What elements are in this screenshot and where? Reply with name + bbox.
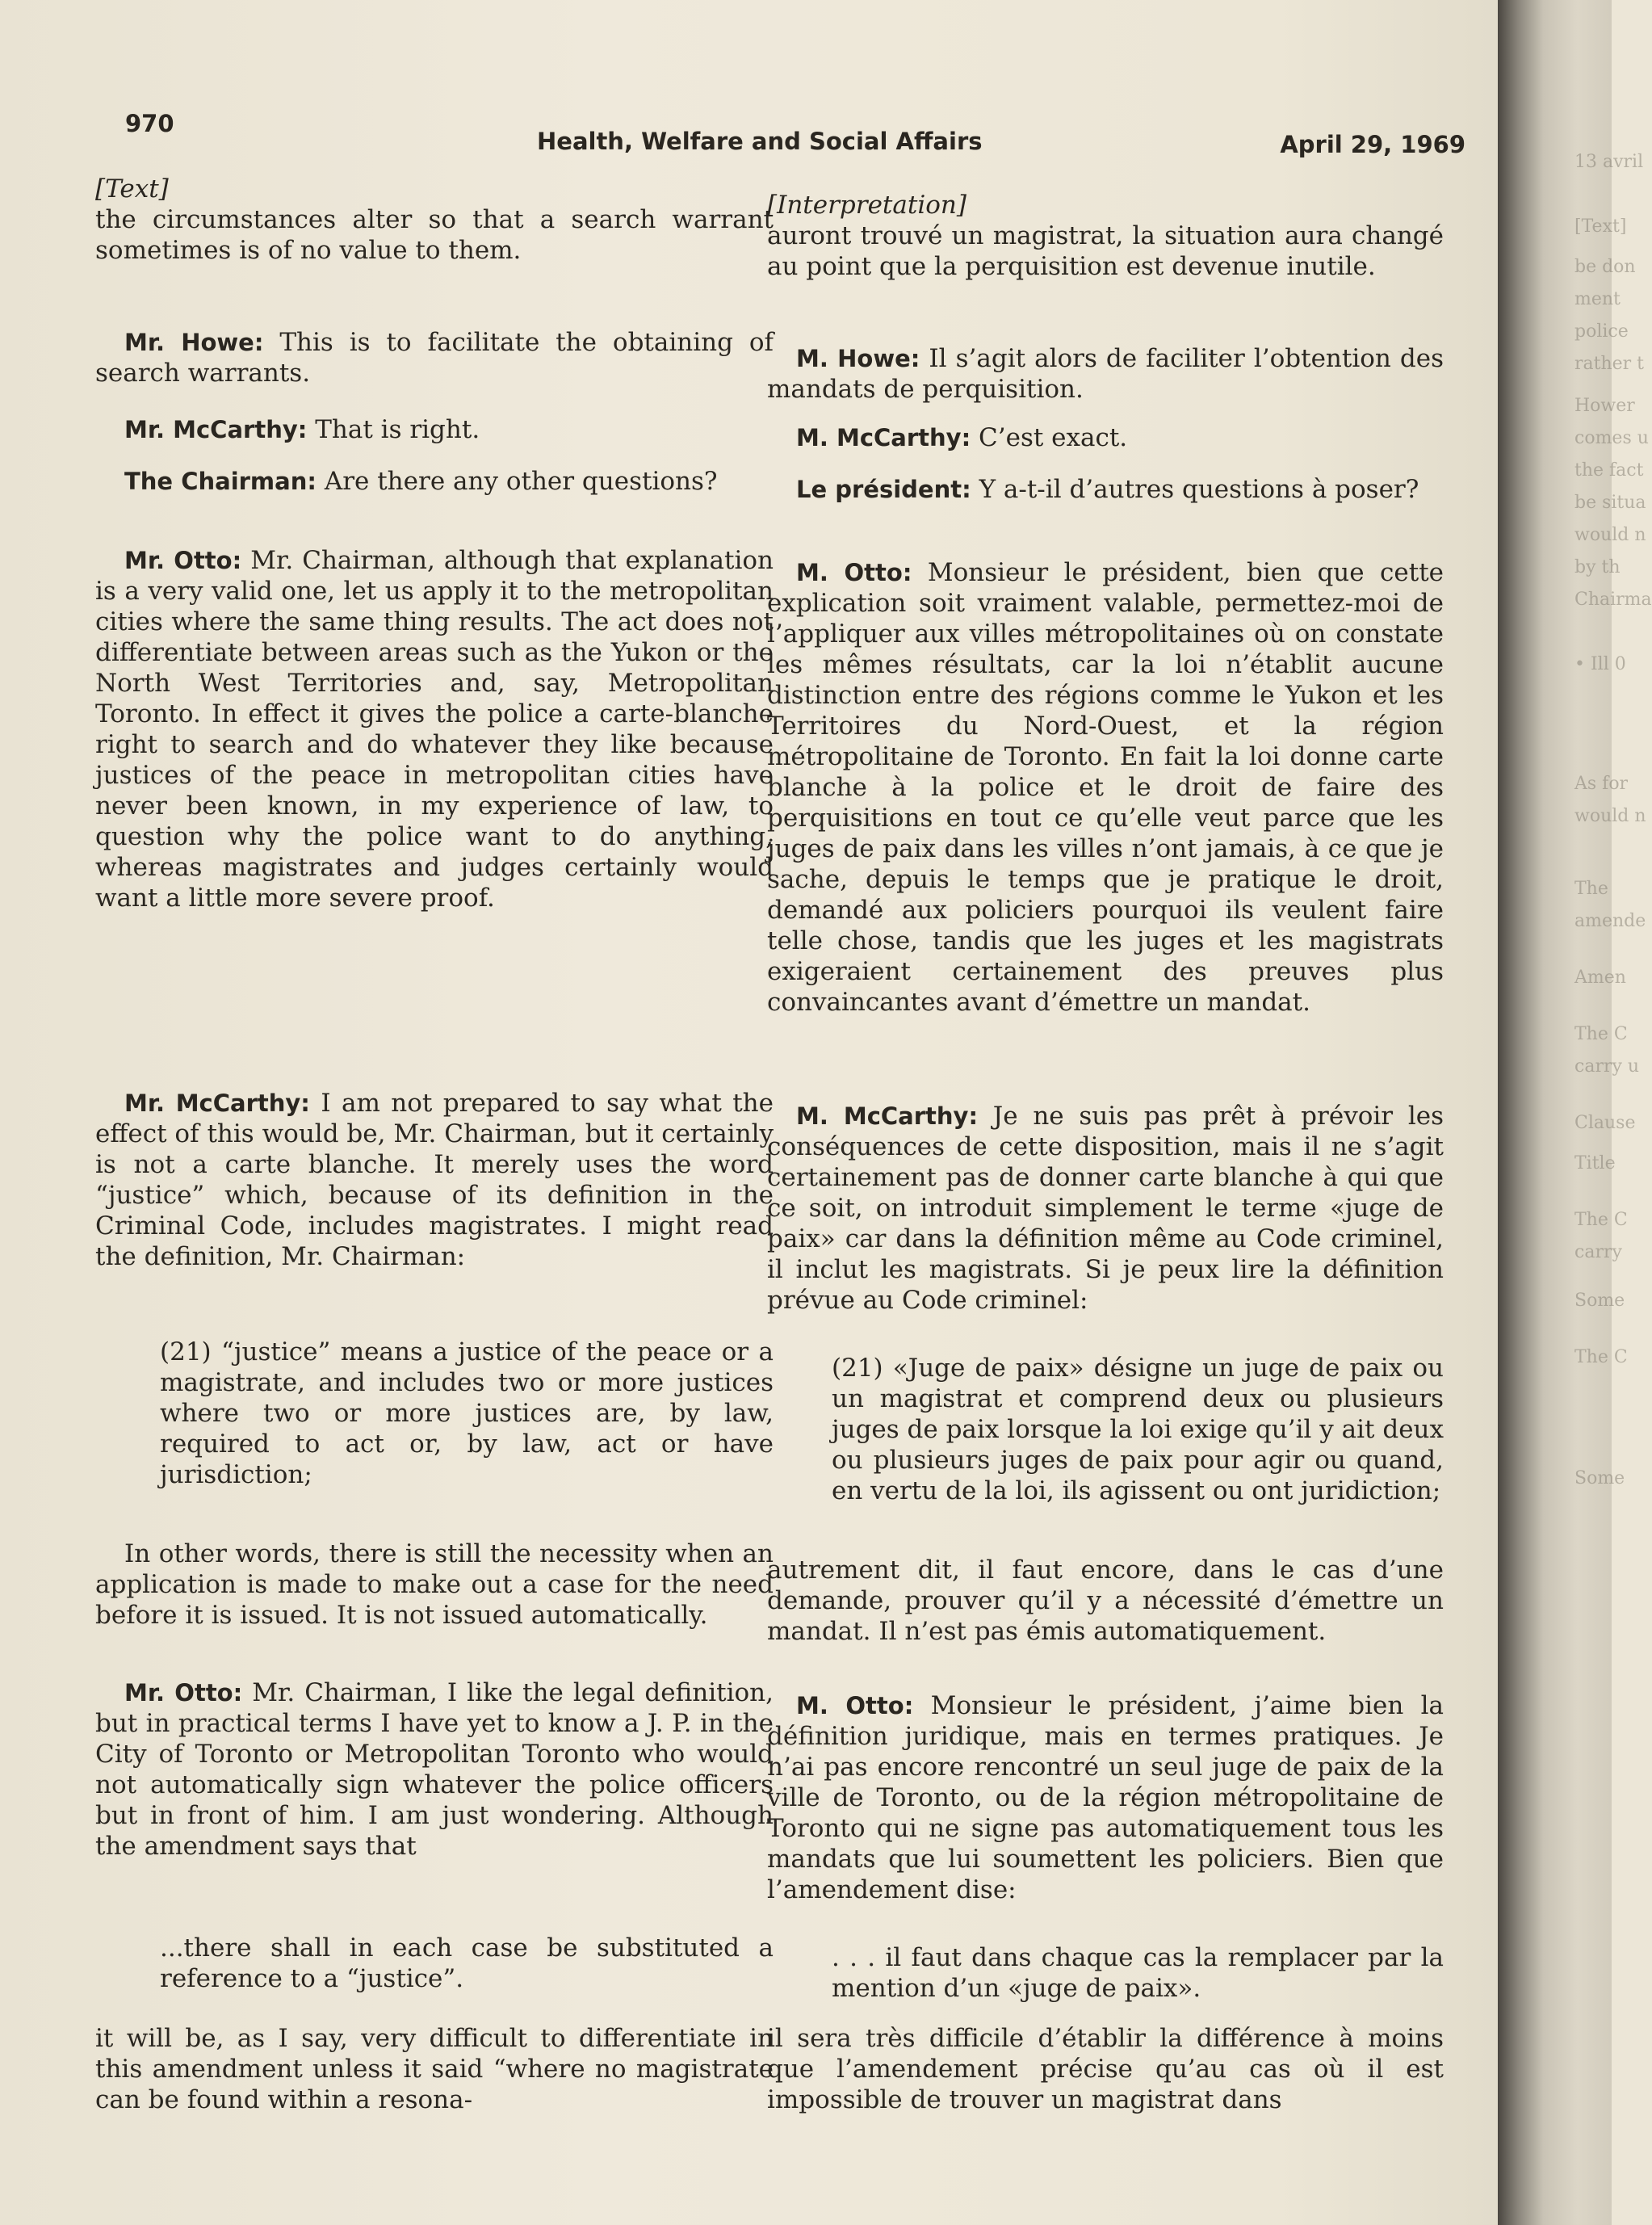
speech-otto-1	[95, 545, 774, 913]
speaker-name: Mr. McCarthy:	[124, 1089, 310, 1117]
next-page-fragment: [Text]	[1574, 216, 1627, 237]
page-number: 970	[125, 110, 174, 137]
speech-mccarthy-2	[767, 1101, 1444, 1316]
speech-mccarthy-1	[767, 422, 1444, 453]
next-page-fragment: be don	[1574, 257, 1636, 277]
speaker-name: M. Howe:	[796, 345, 920, 372]
interpretation-label-block	[767, 190, 1444, 282]
speaker-name: Le président:	[796, 476, 971, 503]
speech-text: Monsieur le président, j’aime bien la définition juridique, mais en termes pratiques. Je n’ai pas encore rencontré un seul juge de paix de la ville de Toronto, ou de la région métropolitaine de Toronto qui ne signe pas automatiquement tous les mandats que lui soumettent les policiers. Bien que l’amendement dise:	[767, 1691, 1444, 1904]
next-page-fragment: The C	[1574, 1024, 1628, 1044]
speech-text: Y a-t-il d’autres questions à poser?	[971, 475, 1419, 504]
speech-otto-2	[95, 1677, 774, 1862]
speech-text: Il s’agit alors de faciliter l’obtention des mandats de perquisition.	[767, 344, 1444, 404]
speech-chairman	[95, 466, 774, 497]
speech-text: Monsieur le président, bien que cette explication soit vraiment valable, permettez-moi de l’appliquer aux villes métropolitaines où on constate les mêmes résultats, car la loi n’établit aucune distinction entre des régions comme le Yukon et les Territoires du Nord-Ouest, et la région métropolitaine de Toronto. En fait la loi donne carte blanche à la police et le droit de faire des perquisitions en tout ce qu’elle veut parce que les juges de paix dans les villes n’ont jamais, à ce que je sache, depuis le temps que je pratique le droit, demandé aux policiers pourquoi ils veulent faire telle chose, tandis que les juges et les magistrats exigeraient certainement des preuves plus convaincantes avant d’émettre un mandat.	[767, 558, 1444, 1017]
paragraph: the circumstances alter so that a search warrant sometimes is of no value to them.	[95, 205, 774, 265]
speech-text: Are there any other questions?	[316, 467, 718, 496]
next-page-fragment: carry	[1574, 1242, 1622, 1262]
speaker-name: Mr. Howe:	[124, 329, 264, 356]
speech-mccarthy-2	[95, 1088, 774, 1272]
speech-text: Mr. Chairman, I like the legal definition, but in practical terms I have yet to know a J. P. in the City of Toronto or Metropolitan Toronto who would not automatically sign whatever the police officers but in front of him. I am just wondering. Although the amendment says that	[95, 1678, 774, 1861]
text-label-block	[95, 174, 774, 266]
paragraph-continuation	[767, 2023, 1444, 2115]
next-page-fragment: rather t	[1574, 354, 1645, 374]
speech-otto-1	[767, 557, 1444, 1018]
speech-howe	[767, 343, 1444, 405]
next-page-fragment: ment	[1574, 289, 1621, 309]
paragraph-other-words	[95, 1539, 774, 1631]
speech-text: This is to facilitate the obtaining of search warrants.	[95, 328, 774, 388]
speaker-name: Mr. McCarthy:	[124, 416, 308, 443]
paragraph: il sera très difficile d’établir la différence à moins que l’amendement précise qu’au cas où il est impossible de trouver un magistrat dans	[767, 2024, 1444, 2114]
paragraph: In other words, there is still the necessity when an application is made to make out a case for the need before it is issued. It is not issued automatically.	[95, 1539, 774, 1630]
page-header	[125, 110, 1465, 158]
text-label: [Text]	[95, 174, 169, 204]
speech-mccarthy-1	[95, 414, 774, 445]
quote-text: ...there shall in each case be substituted a reference to a “justice”.	[160, 1933, 774, 1993]
next-page-fragment: Hower	[1574, 396, 1635, 416]
next-page-fragment: The C	[1574, 1210, 1628, 1230]
book-gutter-next-page	[1498, 0, 1652, 2225]
interpretation-label: [Interpretation]	[767, 191, 966, 220]
next-page-fragment: • Ill 0	[1574, 654, 1626, 674]
next-page-fragment: would n	[1574, 806, 1646, 826]
next-page-fragment: by th	[1574, 557, 1621, 577]
speaker-name: The Chairman:	[124, 468, 317, 495]
header-date: April 29, 1969	[1280, 131, 1465, 158]
next-page-fragment: Chairma	[1574, 590, 1652, 610]
quoted-amendment	[767, 1942, 1444, 2004]
quote-text: . . . il faut dans chaque cas la remplacer par la mention d’un «juge de paix».	[832, 1943, 1444, 2003]
next-page-fragment: The C	[1574, 1347, 1628, 1367]
speech-howe	[95, 327, 774, 388]
next-page-fragment: be situa	[1574, 493, 1646, 513]
next-page-fragment: carry u	[1574, 1056, 1640, 1077]
next-page-fragment: 13 avril	[1574, 152, 1644, 172]
paragraph-continuation	[95, 2023, 774, 2115]
quoted-definition	[767, 1353, 1444, 1506]
speech-otto-2	[767, 1690, 1444, 1905]
paragraph: autrement dit, il faut encore, dans le cas d’une demande, prouver qu’il y a nécessité d’émettre un mandat. Il n’est pas émis automatiquement.	[767, 1555, 1444, 1646]
next-page-fragment: police	[1574, 321, 1629, 342]
next-page-fragment: Amen	[1574, 968, 1626, 988]
speaker-name: M. McCarthy:	[796, 424, 971, 451]
next-page-fragment: Title	[1574, 1153, 1616, 1173]
next-page-fragment: the fact	[1574, 460, 1644, 481]
quote-text: (21) «Juge de paix» désigne un juge de paix ou un magistrat et comprend deux ou plusieurs juges de paix lorsque la loi exige qu’il y ait deux ou plusieurs juges de paix pour agir ou quand, en vertu de la loi, ils agissent ou ont juridiction;	[832, 1354, 1444, 1505]
speech-text: I am not prepared to say what the effect of this would be, Mr. Chairman, but it certainly is not a carte blanche. It merely uses the word “justice” which, because of its definition in the Criminal Code, includes magistrates. I might read the definition, Mr. Chairman:	[95, 1089, 774, 1271]
speaker-name: M. McCarthy:	[796, 1102, 979, 1130]
speech-text: C’est exact.	[971, 423, 1128, 452]
speaker-name: M. Otto:	[796, 559, 912, 586]
speaker-name: Mr. Otto:	[124, 1679, 243, 1707]
next-page-fragment: As for	[1574, 774, 1629, 794]
quote-text: (21) “justice” means a justice of the peace or a magistrate, and includes two or more justices where two or more justices are, by law, required to act or, by law, act or have jurisdiction;	[160, 1337, 774, 1489]
next-page-fragment: Some	[1574, 1291, 1625, 1311]
quoted-amendment	[95, 1933, 774, 1994]
paragraph: it will be, as I say, very difficult to differentiate in this amendment unless it said “where no magistrate can be found within a resona-	[95, 2024, 774, 2114]
running-title: Health, Welfare and Social Affairs	[537, 128, 983, 155]
speaker-name: M. Otto:	[796, 1692, 914, 1719]
speech-text: Je ne suis pas prêt à prévoir les conséquences de cette disposition, mais il ne s’agit certainement pas de donner carte blanche à qui que ce soit, on introduit simplement le terme «juge de paix» car dans la définition même au Code criminel, il inclut les magistrats. Si je peux lire la définition prévue au Code criminel:	[767, 1102, 1444, 1315]
next-page-fragment: comes u	[1574, 428, 1649, 448]
next-page-fragment: Clause	[1574, 1113, 1636, 1133]
speech-text: That is right.	[307, 415, 480, 444]
quoted-definition	[95, 1337, 774, 1490]
next-page-fragment: The	[1574, 879, 1608, 899]
paragraph-other-words	[767, 1555, 1444, 1647]
next-page-fragment: Some	[1574, 1468, 1625, 1488]
speech-chairman	[767, 474, 1444, 505]
paragraph: auront trouvé un magistrat, la situation aura changé au point que la perquisition est devenue inutile.	[767, 221, 1444, 281]
speech-text: Mr. Chairman, although that explanation is a very valid one, let us apply it to the metropolitan cities where the same thing results. The act does not differentiate between areas such as the Yukon or the North West Territories and, say, Metropolitan Toronto. In effect it gives the police a carte-blanche right to search and do whatever they like because justices of the peace in metropolitan cities have never been known, in my experience of law, to question why the police want to do anything, whereas magistrates and judges certainly would want a little more severe proof.	[95, 546, 774, 913]
next-page-fragment: would n	[1574, 525, 1646, 545]
speaker-name: Mr. Otto:	[124, 547, 242, 574]
next-page-fragment: amende	[1574, 911, 1646, 931]
